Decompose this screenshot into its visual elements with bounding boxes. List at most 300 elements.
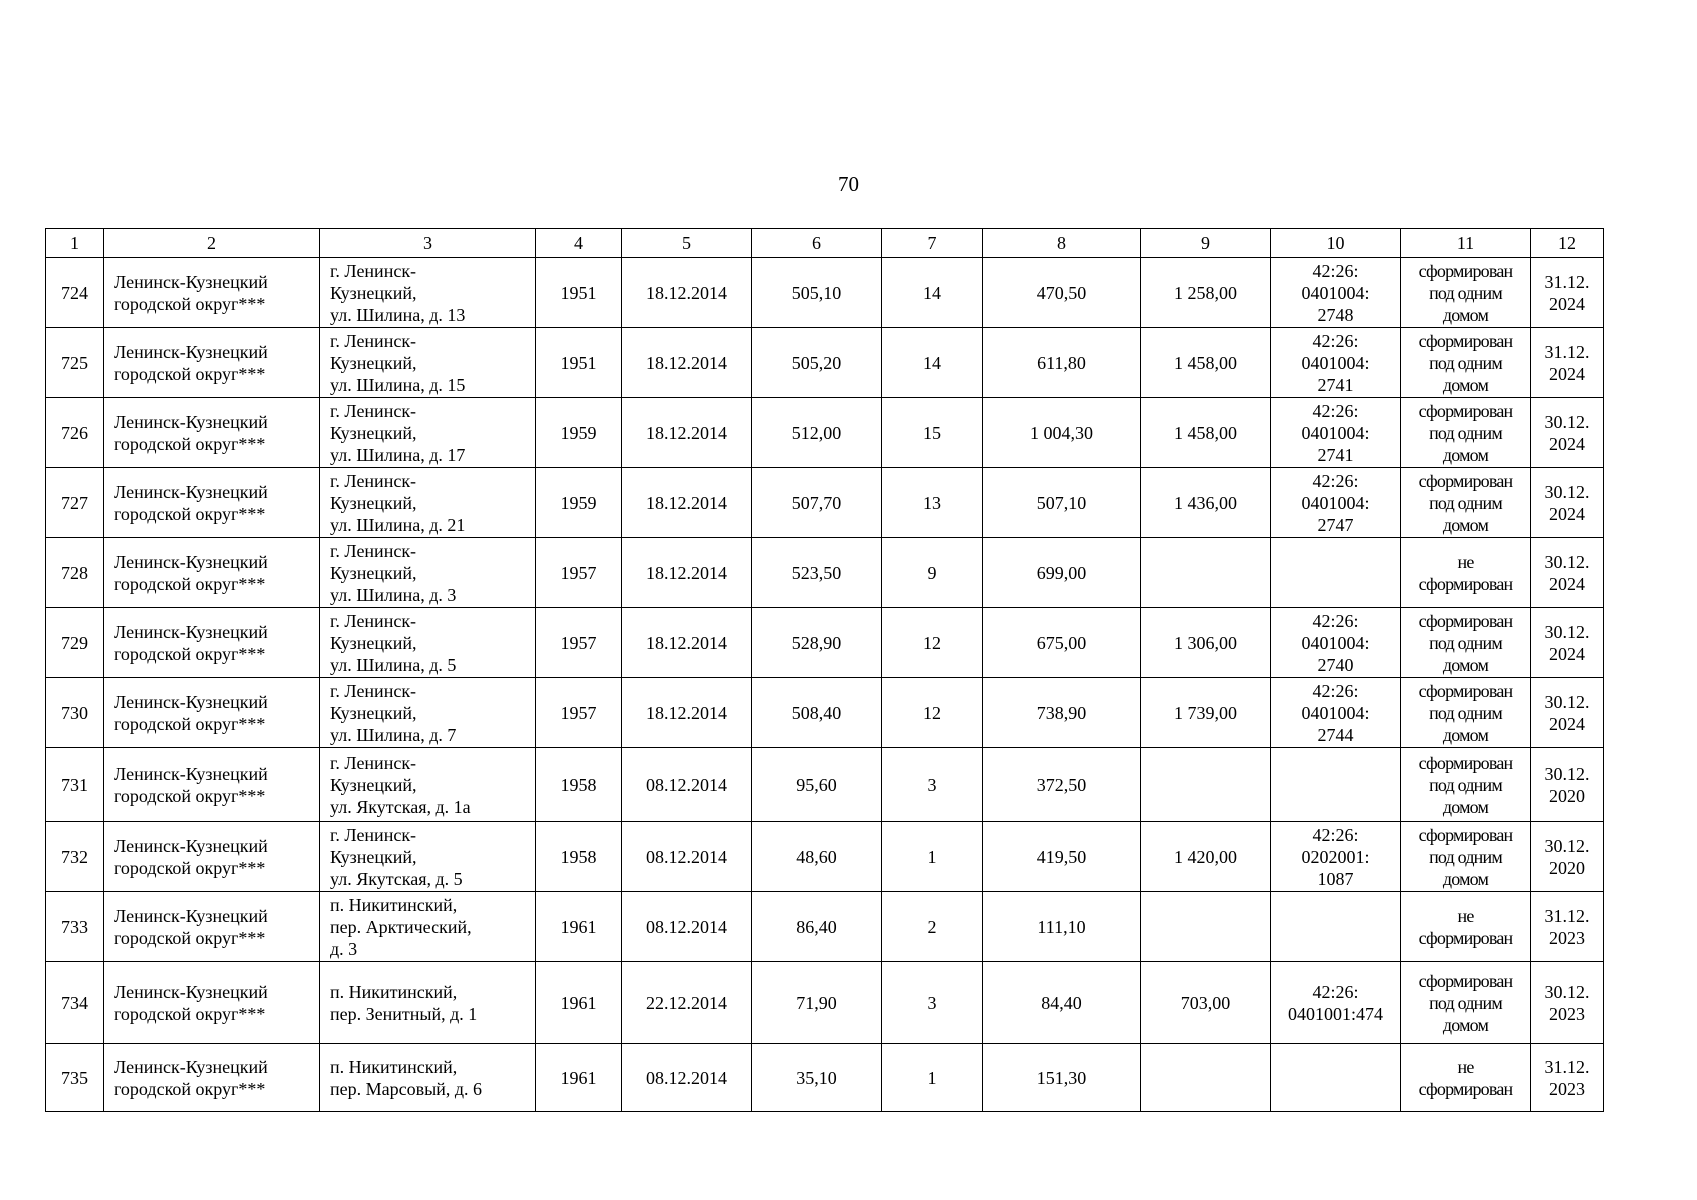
cell-line: 2748 [1317, 304, 1354, 325]
cell-line: пер. Зенитный, д. 1 [330, 1003, 478, 1024]
year-built-cell: 1957 [536, 538, 622, 608]
cell-line: 2023 [1549, 927, 1585, 948]
column-8-cell: 151,30 [983, 1044, 1141, 1112]
cell-line: под одним [1429, 992, 1502, 1013]
cell-line: сформирован [1418, 573, 1513, 594]
cell-line: 42:26: [1312, 470, 1359, 491]
cell-line: под одним [1429, 352, 1502, 373]
row-number-cell: 732 [46, 822, 104, 892]
cell-line: не [1457, 1056, 1474, 1077]
cell-line: сформирован [1418, 470, 1513, 491]
year-built-cell: 1957 [536, 678, 622, 748]
column-9-cell [1141, 1044, 1271, 1112]
column-number: 7 [882, 229, 983, 258]
municipality-cell [104, 822, 320, 892]
column-8-cell: 470,50 [983, 258, 1141, 328]
land-status-cell [1401, 608, 1531, 678]
cell-line: д. 3 [330, 938, 358, 959]
cell-line: Ленинск-Кузнецкий [114, 691, 268, 712]
year-built-cell: 1959 [536, 468, 622, 538]
address-cell [320, 678, 536, 748]
column-6-cell: 507,70 [752, 468, 882, 538]
column-8-cell: 699,00 [983, 538, 1141, 608]
date-cell: 18.12.2014 [622, 538, 752, 608]
cell-line: 0401004: [1301, 422, 1370, 443]
row-number-cell: 734 [46, 962, 104, 1044]
cell-line: 42:26: [1312, 680, 1359, 701]
table-body [46, 229, 1604, 1112]
deadline-cell [1531, 962, 1604, 1044]
cell-line: под одним [1429, 632, 1502, 653]
column-9-cell: 1 458,00 [1141, 328, 1271, 398]
cadastral-number-cell [1271, 608, 1401, 678]
column-8-cell: 419,50 [983, 822, 1141, 892]
cell-line: сформирован [1418, 824, 1513, 845]
date-cell: 08.12.2014 [622, 892, 752, 962]
column-6-cell: 95,60 [752, 748, 882, 822]
column-8-cell: 111,10 [983, 892, 1141, 962]
table-row [46, 892, 1604, 962]
column-7-cell: 1 [882, 822, 983, 892]
address-cell [320, 1044, 536, 1112]
column-8-cell: 84,40 [983, 962, 1141, 1044]
date-cell: 18.12.2014 [622, 258, 752, 328]
column-8-cell: 372,50 [983, 748, 1141, 822]
cell-line: 0401004: [1301, 632, 1370, 653]
column-8-cell: 611,80 [983, 328, 1141, 398]
municipality-cell [104, 748, 320, 822]
row-number-cell: 727 [46, 468, 104, 538]
cadastral-number-cell [1271, 892, 1401, 962]
column-6-cell: 48,60 [752, 822, 882, 892]
deadline-cell [1531, 892, 1604, 962]
date-cell: 08.12.2014 [622, 748, 752, 822]
column-7-cell: 15 [882, 398, 983, 468]
cell-line: 31.12. [1544, 341, 1590, 362]
deadline-cell [1531, 468, 1604, 538]
municipality-cell [104, 608, 320, 678]
cadastral-number-cell [1271, 398, 1401, 468]
address-cell [320, 962, 536, 1044]
column-7-cell: 3 [882, 962, 983, 1044]
land-status-cell [1401, 748, 1531, 822]
cell-line: г. Ленинск- [330, 400, 417, 421]
column-6-cell: 86,40 [752, 892, 882, 962]
cell-line: Кузнецкий, [330, 562, 417, 583]
cell-line: Кузнецкий, [330, 774, 417, 795]
column-9-cell [1141, 892, 1271, 962]
column-6-cell: 505,20 [752, 328, 882, 398]
row-number-cell: 725 [46, 328, 104, 398]
column-number: 12 [1531, 229, 1604, 258]
cell-line: 42:26: [1312, 330, 1359, 351]
table-row [46, 1044, 1604, 1112]
row-number-cell: 731 [46, 748, 104, 822]
column-number: 11 [1401, 229, 1531, 258]
cell-line: домом [1442, 304, 1489, 325]
cadastral-number-cell [1271, 822, 1401, 892]
cell-line: 30.12. [1544, 763, 1590, 784]
cell-line: 2024 [1549, 643, 1585, 664]
year-built-cell: 1961 [536, 1044, 622, 1112]
land-status-cell [1401, 398, 1531, 468]
cell-line: 30.12. [1544, 835, 1590, 856]
column-number: 9 [1141, 229, 1271, 258]
date-cell: 18.12.2014 [622, 678, 752, 748]
cell-line: домом [1442, 654, 1489, 675]
cell-line: 0401004: [1301, 702, 1370, 723]
cell-line: п. Никитинский, [330, 1056, 458, 1077]
row-number-cell: 735 [46, 1044, 104, 1112]
cell-line: 2024 [1549, 363, 1585, 384]
column-8-cell: 738,90 [983, 678, 1141, 748]
cell-line: не [1457, 551, 1474, 572]
cell-line: Кузнецкий, [330, 422, 417, 443]
cell-line: ул. Шилина, д. 3 [330, 584, 457, 605]
cell-line: домом [1442, 1014, 1489, 1035]
cell-line: Кузнецкий, [330, 632, 417, 653]
cell-line: городской округ*** [114, 1078, 266, 1099]
year-built-cell: 1958 [536, 748, 622, 822]
cell-line: 42:26: [1312, 400, 1359, 421]
cell-line: г. Ленинск- [330, 330, 417, 351]
cell-line: 2023 [1549, 1078, 1585, 1099]
municipality-cell [104, 962, 320, 1044]
table-row [46, 538, 1604, 608]
deadline-cell [1531, 678, 1604, 748]
column-6-cell: 512,00 [752, 398, 882, 468]
cell-line: 2020 [1549, 857, 1585, 878]
column-9-cell: 1 258,00 [1141, 258, 1271, 328]
date-cell: 18.12.2014 [622, 608, 752, 678]
date-cell: 08.12.2014 [622, 1044, 752, 1112]
cell-line: не [1457, 905, 1474, 926]
municipality-cell [104, 328, 320, 398]
cell-line: городской округ*** [114, 363, 266, 384]
deadline-cell [1531, 258, 1604, 328]
cell-line: Ленинск-Кузнецкий [114, 271, 268, 292]
column-6-cell: 505,10 [752, 258, 882, 328]
column-7-cell: 3 [882, 748, 983, 822]
address-cell [320, 748, 536, 822]
cell-line: 2741 [1317, 444, 1354, 465]
address-cell [320, 258, 536, 328]
column-9-cell: 1 420,00 [1141, 822, 1271, 892]
column-number: 2 [104, 229, 320, 258]
cell-line: 2023 [1549, 1003, 1585, 1024]
row-number-cell: 724 [46, 258, 104, 328]
column-9-cell: 1 306,00 [1141, 608, 1271, 678]
cell-line: Кузнецкий, [330, 492, 417, 513]
deadline-cell [1531, 822, 1604, 892]
year-built-cell: 1961 [536, 962, 622, 1044]
table-row [46, 608, 1604, 678]
address-cell [320, 822, 536, 892]
cell-line: сформирован [1418, 752, 1513, 773]
cell-line: 42:26: [1312, 260, 1359, 281]
column-9-cell [1141, 748, 1271, 822]
table-row [46, 822, 1604, 892]
column-8-cell: 1 004,30 [983, 398, 1141, 468]
municipality-cell [104, 468, 320, 538]
cell-line: под одним [1429, 702, 1502, 723]
deadline-cell [1531, 328, 1604, 398]
cadastral-number-cell [1271, 258, 1401, 328]
cell-line: сформирован [1418, 927, 1513, 948]
column-number: 6 [752, 229, 882, 258]
cell-line: ул. Шилина, д. 13 [330, 304, 466, 325]
cell-line: 31.12. [1544, 1056, 1590, 1077]
column-7-cell: 1 [882, 1044, 983, 1112]
table-row [46, 398, 1604, 468]
date-cell: 22.12.2014 [622, 962, 752, 1044]
cell-line: 2747 [1317, 514, 1354, 535]
cell-line: сформирован [1418, 610, 1513, 631]
land-status-cell [1401, 258, 1531, 328]
column-number: 1 [46, 229, 104, 258]
column-9-cell [1141, 538, 1271, 608]
cell-line: 0401004: [1301, 282, 1370, 303]
cell-line: 0401001:474 [1287, 1003, 1383, 1024]
cell-line: домом [1442, 444, 1489, 465]
year-built-cell: 1958 [536, 822, 622, 892]
cell-line: городской округ*** [114, 643, 266, 664]
column-6-cell: 508,40 [752, 678, 882, 748]
cell-line: 2024 [1549, 433, 1585, 454]
date-cell: 08.12.2014 [622, 822, 752, 892]
land-status-cell [1401, 822, 1531, 892]
address-cell [320, 398, 536, 468]
cadastral-number-cell [1271, 538, 1401, 608]
cell-line: под одним [1429, 282, 1502, 303]
cell-line: ул. Шилина, д. 21 [330, 514, 466, 535]
column-8-cell: 675,00 [983, 608, 1141, 678]
cell-line: городской округ*** [114, 785, 266, 806]
municipality-cell [104, 398, 320, 468]
deadline-cell [1531, 608, 1604, 678]
page-number: 70 [838, 172, 859, 196]
column-8-cell: 507,10 [983, 468, 1141, 538]
cell-line: городской округ*** [114, 503, 266, 524]
land-status-cell [1401, 1044, 1531, 1112]
cell-line: городской округ*** [114, 573, 266, 594]
cell-line: ул. Шилина, д. 7 [330, 724, 457, 745]
table-row [46, 748, 1604, 822]
cell-line: Ленинск-Кузнецкий [114, 835, 268, 856]
cell-line: 2020 [1549, 785, 1585, 806]
year-built-cell: 1961 [536, 892, 622, 962]
cell-line: домом [1442, 868, 1489, 889]
deadline-cell [1531, 1044, 1604, 1112]
address-cell [320, 328, 536, 398]
cell-line: 42:26: [1312, 824, 1359, 845]
cell-line: г. Ленинск- [330, 470, 417, 491]
municipality-cell [104, 1044, 320, 1112]
municipality-cell [104, 258, 320, 328]
cell-line: Ленинск-Кузнецкий [114, 905, 268, 926]
cell-line: сформирован [1418, 970, 1513, 991]
cell-line: 2744 [1317, 724, 1354, 745]
cell-line: ул. Якутская, д. 1а [330, 796, 471, 817]
cell-line: п. Никитинский, [330, 981, 458, 1002]
column-6-cell: 528,90 [752, 608, 882, 678]
column-7-cell: 9 [882, 538, 983, 608]
cell-line: 42:26: [1312, 610, 1359, 631]
cadastral-number-cell [1271, 1044, 1401, 1112]
cell-line: г. Ленинск- [330, 260, 417, 281]
cell-line: 2741 [1317, 374, 1354, 395]
cell-line: г. Ленинск- [330, 540, 417, 561]
date-cell: 18.12.2014 [622, 328, 752, 398]
cell-line: Ленинск-Кузнецкий [114, 763, 268, 784]
cell-line: пер. Марсовый, д. 6 [330, 1078, 482, 1099]
cadastral-number-cell [1271, 468, 1401, 538]
cell-line: сформирован [1418, 330, 1513, 351]
address-cell [320, 468, 536, 538]
cell-line: Ленинск-Кузнецкий [114, 551, 268, 572]
municipality-cell [104, 892, 320, 962]
cell-line: 30.12. [1544, 981, 1590, 1002]
column-number: 10 [1271, 229, 1401, 258]
cell-line: 2024 [1549, 293, 1585, 314]
cell-line: городской округ*** [114, 713, 266, 734]
table-row [46, 258, 1604, 328]
cell-line: 30.12. [1544, 621, 1590, 642]
cell-line: Кузнецкий, [330, 352, 417, 373]
column-6-cell: 35,10 [752, 1044, 882, 1112]
column-7-cell: 2 [882, 892, 983, 962]
cell-line: 0202001: [1301, 846, 1370, 867]
cell-line: городской округ*** [114, 293, 266, 314]
cadastral-number-cell [1271, 962, 1401, 1044]
land-status-cell [1401, 538, 1531, 608]
cadastral-number-cell [1271, 678, 1401, 748]
land-status-cell [1401, 468, 1531, 538]
year-built-cell: 1951 [536, 328, 622, 398]
cell-line: сформирован [1418, 260, 1513, 281]
row-number-cell: 733 [46, 892, 104, 962]
cell-line: под одним [1429, 492, 1502, 513]
cell-line: 30.12. [1544, 481, 1590, 502]
column-number-row [46, 229, 1604, 258]
cell-line: домом [1442, 374, 1489, 395]
year-built-cell: 1951 [536, 258, 622, 328]
cell-line: городской округ*** [114, 927, 266, 948]
cell-line: г. Ленинск- [330, 680, 417, 701]
year-built-cell: 1957 [536, 608, 622, 678]
table-row [46, 468, 1604, 538]
table-row [46, 328, 1604, 398]
cell-line: Ленинск-Кузнецкий [114, 981, 268, 1002]
cell-line: 2024 [1549, 713, 1585, 734]
cell-line: Кузнецкий, [330, 282, 417, 303]
row-number-cell: 726 [46, 398, 104, 468]
table-row [46, 962, 1604, 1044]
column-6-cell: 71,90 [752, 962, 882, 1044]
cell-line: Ленинск-Кузнецкий [114, 621, 268, 642]
cell-line: городской округ*** [114, 433, 266, 454]
land-status-cell [1401, 892, 1531, 962]
column-7-cell: 12 [882, 608, 983, 678]
cell-line: Ленинск-Кузнецкий [114, 341, 268, 362]
cadastral-number-cell [1271, 328, 1401, 398]
cell-line: домом [1442, 724, 1489, 745]
address-cell [320, 538, 536, 608]
cell-line: 2740 [1317, 654, 1354, 675]
cell-line: Ленинск-Кузнецкий [114, 411, 268, 432]
deadline-cell [1531, 538, 1604, 608]
cell-line: п. Никитинский, [330, 894, 458, 915]
column-7-cell: 14 [882, 258, 983, 328]
housing-registry-table [45, 228, 1604, 1112]
column-number: 4 [536, 229, 622, 258]
cell-line: г. Ленинск- [330, 824, 417, 845]
cell-line: 30.12. [1544, 551, 1590, 572]
cell-line: ул. Якутская, д. 5 [330, 868, 463, 889]
cell-line: домом [1442, 514, 1489, 535]
cell-line: Ленинск-Кузнецкий [114, 481, 268, 502]
cell-line: 31.12. [1544, 905, 1590, 926]
column-9-cell: 1 458,00 [1141, 398, 1271, 468]
deadline-cell [1531, 748, 1604, 822]
address-cell [320, 892, 536, 962]
cell-line: городской округ*** [114, 857, 266, 878]
cell-line: 42:26: [1312, 981, 1359, 1002]
cell-line: ул. Шилина, д. 15 [330, 374, 466, 395]
cell-line: г. Ленинск- [330, 752, 417, 773]
row-number-cell: 730 [46, 678, 104, 748]
cell-line: 2024 [1549, 503, 1585, 524]
land-status-cell [1401, 962, 1531, 1044]
cell-line: сформирован [1418, 400, 1513, 421]
cell-line: Кузнецкий, [330, 702, 417, 723]
column-number: 3 [320, 229, 536, 258]
cell-line: 1087 [1317, 868, 1354, 889]
column-9-cell: 703,00 [1141, 962, 1271, 1044]
column-6-cell: 523,50 [752, 538, 882, 608]
cell-line: г. Ленинск- [330, 610, 417, 631]
year-built-cell: 1959 [536, 398, 622, 468]
row-number-cell: 729 [46, 608, 104, 678]
cell-line: 0401004: [1301, 352, 1370, 373]
cell-line: 30.12. [1544, 411, 1590, 432]
deadline-cell [1531, 398, 1604, 468]
cell-line: сформирован [1418, 680, 1513, 701]
cell-line: ул. Шилина, д. 5 [330, 654, 457, 675]
cell-line: домом [1442, 796, 1489, 817]
column-7-cell: 13 [882, 468, 983, 538]
address-cell [320, 608, 536, 678]
cadastral-number-cell [1271, 748, 1401, 822]
cell-line: 30.12. [1544, 691, 1590, 712]
cell-line: городской округ*** [114, 1003, 266, 1024]
column-9-cell: 1 436,00 [1141, 468, 1271, 538]
land-status-cell [1401, 678, 1531, 748]
municipality-cell [104, 538, 320, 608]
column-number: 5 [622, 229, 752, 258]
table-row [46, 678, 1604, 748]
cell-line: сформирован [1418, 1078, 1513, 1099]
date-cell: 18.12.2014 [622, 398, 752, 468]
column-7-cell: 12 [882, 678, 983, 748]
cell-line: 31.12. [1544, 271, 1590, 292]
cell-line: под одним [1429, 422, 1502, 443]
cell-line: Кузнецкий, [330, 846, 417, 867]
column-7-cell: 14 [882, 328, 983, 398]
cell-line: ул. Шилина, д. 17 [330, 444, 466, 465]
cell-line: под одним [1429, 774, 1502, 795]
date-cell: 18.12.2014 [622, 468, 752, 538]
